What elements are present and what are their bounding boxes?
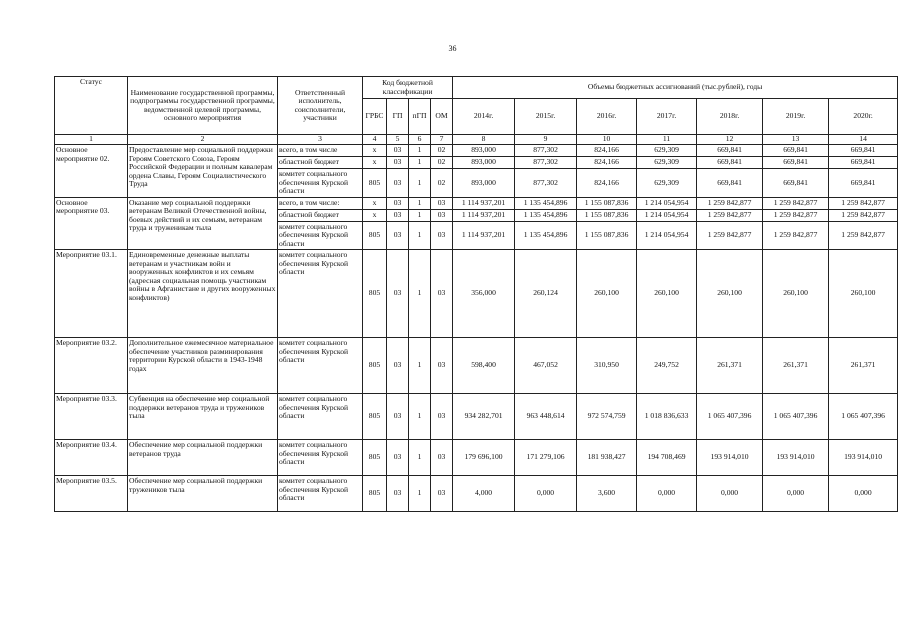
status-cell: Мероприятие 03.2. <box>55 338 128 394</box>
code-cell: 1 <box>409 157 431 169</box>
code-cell: 02 <box>431 145 453 157</box>
value-cell: 0,000 <box>829 476 898 512</box>
column-number-row <box>55 135 898 145</box>
value-cell: 824,166 <box>577 145 637 157</box>
column-number: 5 <box>387 135 409 145</box>
header-code-group: Код бюджетной классификации <box>363 77 453 99</box>
code-cell: 03 <box>387 209 409 221</box>
value-cell: 1 259 842,877 <box>763 197 829 209</box>
value-cell: 1 155 087,836 <box>577 197 637 209</box>
code-cell: х <box>363 157 387 169</box>
value-cell: 893,000 <box>453 169 515 198</box>
code-cell: 03 <box>431 440 453 476</box>
value-cell: 963 448,614 <box>515 394 577 440</box>
code-cell: 1 <box>409 394 431 440</box>
column-number: 7 <box>431 135 453 145</box>
value-cell: 260,100 <box>577 250 637 338</box>
status-cell: Мероприятие 03.3. <box>55 394 128 440</box>
code-cell: 03 <box>387 476 409 512</box>
value-cell: 1 155 087,836 <box>577 209 637 221</box>
column-number: 6 <box>409 135 431 145</box>
column-number: 14 <box>829 135 898 145</box>
code-cell: 03 <box>431 221 453 250</box>
code-cell: 805 <box>363 338 387 394</box>
name-cell: Субвенция на обеспечение мер социальной поддержки ветеранов труда и тружеников тыла <box>128 394 278 440</box>
header-year: 2017г. <box>637 99 697 135</box>
name-cell: Оказание мер социальной поддержки ветеранам Великой Отечественной войны, боевых действий и их семьям, ветеранам труда и труженикам тыла <box>128 197 278 250</box>
value-cell: 260,100 <box>697 250 763 338</box>
value-cell: 181 938,427 <box>577 440 637 476</box>
value-cell: 877,302 <box>515 157 577 169</box>
status-cell: Основное мероприятие 02. <box>55 145 128 198</box>
executor-cell: областной бюджет <box>278 157 363 169</box>
code-cell: 03 <box>387 145 409 157</box>
code-cell: 805 <box>363 221 387 250</box>
code-cell: 02 <box>431 169 453 198</box>
value-cell: 1 065 407,396 <box>697 394 763 440</box>
table-header <box>55 77 898 145</box>
value-cell: 193 914,010 <box>697 440 763 476</box>
code-cell: 805 <box>363 440 387 476</box>
name-cell: Дополнительное ежемесячное материальное обеспечение участников разминирования территории Курской области в 1943-1948 годах <box>128 338 278 394</box>
table-row <box>55 394 898 440</box>
value-cell: 669,841 <box>763 145 829 157</box>
value-cell: 877,302 <box>515 145 577 157</box>
value-cell: 1 135 454,896 <box>515 221 577 250</box>
table-row <box>55 250 898 338</box>
column-number: 8 <box>453 135 515 145</box>
value-cell: 1 135 454,896 <box>515 197 577 209</box>
code-cell: 02 <box>431 157 453 169</box>
header-volumes-group: Объемы бюджетных ассигнований (тыс.рублей), годы <box>453 77 898 99</box>
status-cell: Мероприятие 03.5. <box>55 476 128 512</box>
value-cell: 1 259 842,877 <box>829 209 898 221</box>
value-cell: 1 135 454,896 <box>515 209 577 221</box>
value-cell: 0,000 <box>515 476 577 512</box>
value-cell: 669,841 <box>829 145 898 157</box>
value-cell: 1 114 937,201 <box>453 197 515 209</box>
value-cell: 179 696,100 <box>453 440 515 476</box>
status-cell: Основное мероприятие 03. <box>55 197 128 250</box>
value-cell: 629,309 <box>637 157 697 169</box>
value-cell: 1 018 836,633 <box>637 394 697 440</box>
value-cell: 877,302 <box>515 169 577 198</box>
code-cell: 1 <box>409 476 431 512</box>
value-cell: 824,166 <box>577 157 637 169</box>
header-year: 2019г. <box>763 99 829 135</box>
executor-cell: комитет социального обеспечения Курской области <box>278 476 363 512</box>
code-cell: 03 <box>387 394 409 440</box>
value-cell: 261,371 <box>763 338 829 394</box>
executor-cell: комитет социального обеспечения Курской области <box>278 440 363 476</box>
code-cell: 1 <box>409 145 431 157</box>
value-cell: 893,000 <box>453 145 515 157</box>
column-number: 12 <box>697 135 763 145</box>
column-number: 13 <box>763 135 829 145</box>
value-cell: 193 914,010 <box>763 440 829 476</box>
code-cell: 03 <box>431 338 453 394</box>
column-number: 11 <box>637 135 697 145</box>
value-cell: 1 259 842,877 <box>697 221 763 250</box>
code-cell: 1 <box>409 221 431 250</box>
value-cell: 260,124 <box>515 250 577 338</box>
value-cell: 669,841 <box>697 157 763 169</box>
value-cell: 1 259 842,877 <box>829 197 898 209</box>
header-year: 2014г. <box>453 99 515 135</box>
value-cell: 629,309 <box>637 169 697 198</box>
code-cell: 1 <box>409 197 431 209</box>
code-cell: 1 <box>409 338 431 394</box>
header-code-om: ОМ <box>431 99 453 135</box>
value-cell: 893,000 <box>453 157 515 169</box>
name-cell: Предоставление мер социальной поддержки Героям Советского Союза, Героям Российской Федерации и полным кавалерам ордена Славы, Героям Социалистического Труда <box>128 145 278 198</box>
value-cell: 261,371 <box>697 338 763 394</box>
code-cell: 1 <box>409 209 431 221</box>
value-cell: 260,100 <box>637 250 697 338</box>
executor-cell: комитет социального обеспечения Курской области <box>278 338 363 394</box>
code-cell: 805 <box>363 250 387 338</box>
value-cell: 1 065 407,396 <box>829 394 898 440</box>
budget-table <box>54 76 898 512</box>
value-cell: 1 114 937,201 <box>453 209 515 221</box>
value-cell: 310,950 <box>577 338 637 394</box>
value-cell: 1 214 054,954 <box>637 221 697 250</box>
code-cell: 03 <box>431 197 453 209</box>
header-year: 2018г. <box>697 99 763 135</box>
header-executor: Ответственный исполнитель, соисполнители, участники <box>278 77 363 135</box>
value-cell: 260,100 <box>829 250 898 338</box>
executor-cell: всего, в том числе <box>278 145 363 157</box>
value-cell: 669,841 <box>763 157 829 169</box>
status-cell: Мероприятие 03.1. <box>55 250 128 338</box>
value-cell: 249,752 <box>637 338 697 394</box>
header-name: Наименование государственной программы, подпрограммы государственной программы, ведомственной целевой программы, основного мероприятия <box>128 77 278 135</box>
header-status: Статус <box>55 77 128 135</box>
executor-cell: комитет социального обеспечения Курской области <box>278 169 363 198</box>
value-cell: 669,841 <box>763 169 829 198</box>
name-cell: Единовременные денежные выплаты ветеранам и участникам войн и вооруженных конфликтов и их семьям (адресная социальная помощь участникам войны в Афганистане и других вооруженных конфликтов) <box>128 250 278 338</box>
header-code-gp: ГП <box>387 99 409 135</box>
value-cell: 1 259 842,877 <box>697 209 763 221</box>
table-row <box>55 338 898 394</box>
value-cell: 669,841 <box>829 169 898 198</box>
value-cell: 1 155 087,836 <box>577 221 637 250</box>
column-number: 4 <box>363 135 387 145</box>
status-cell: Мероприятие 03.4. <box>55 440 128 476</box>
code-cell: 03 <box>431 209 453 221</box>
column-number: 10 <box>577 135 637 145</box>
table-body <box>55 145 898 512</box>
value-cell: 972 574,759 <box>577 394 637 440</box>
value-cell: 824,166 <box>577 169 637 198</box>
code-cell: х <box>363 197 387 209</box>
code-cell: 03 <box>387 338 409 394</box>
code-cell: 805 <box>363 476 387 512</box>
code-cell: х <box>363 145 387 157</box>
value-cell: 1 214 054,954 <box>637 197 697 209</box>
header-year: 2015г. <box>515 99 577 135</box>
table-row <box>55 197 898 209</box>
executor-cell: комитет социального обеспечения Курской области <box>278 250 363 338</box>
value-cell: 1 259 842,877 <box>763 221 829 250</box>
code-cell: 03 <box>387 221 409 250</box>
value-cell: 260,100 <box>763 250 829 338</box>
executor-cell: всего, в том числе: <box>278 197 363 209</box>
page-number: 36 <box>448 44 457 53</box>
value-cell: 1 065 407,396 <box>763 394 829 440</box>
header-year: 2016г. <box>577 99 637 135</box>
header-year: 2020г. <box>829 99 898 135</box>
value-cell: 598,400 <box>453 338 515 394</box>
value-cell: 1 259 842,877 <box>697 197 763 209</box>
table-row <box>55 440 898 476</box>
executor-cell: комитет социального обеспечения Курской области <box>278 394 363 440</box>
code-cell: 1 <box>409 250 431 338</box>
value-cell: 1 259 842,877 <box>829 221 898 250</box>
value-cell: 934 282,701 <box>453 394 515 440</box>
value-cell: 1 114 937,201 <box>453 221 515 250</box>
value-cell: 4,000 <box>453 476 515 512</box>
value-cell: 261,371 <box>829 338 898 394</box>
value-cell: 1 214 054,954 <box>637 209 697 221</box>
code-cell: 03 <box>431 394 453 440</box>
code-cell: 03 <box>387 250 409 338</box>
value-cell: 669,841 <box>697 169 763 198</box>
value-cell: 669,841 <box>829 157 898 169</box>
column-number: 2 <box>128 135 278 145</box>
value-cell: 669,841 <box>697 145 763 157</box>
code-cell: 1 <box>409 440 431 476</box>
code-cell: 03 <box>387 157 409 169</box>
value-cell: 0,000 <box>637 476 697 512</box>
code-cell: 805 <box>363 169 387 198</box>
code-cell: 1 <box>409 169 431 198</box>
executor-cell: комитет социального обеспечения Курской области <box>278 221 363 250</box>
header-code-grbs: ГРБС <box>363 99 387 135</box>
header-code-pgp: пГП <box>409 99 431 135</box>
value-cell: 3,600 <box>577 476 637 512</box>
value-cell: 356,000 <box>453 250 515 338</box>
code-cell: 03 <box>431 476 453 512</box>
code-cell: 03 <box>431 250 453 338</box>
value-cell: 0,000 <box>697 476 763 512</box>
value-cell: 194 708,469 <box>637 440 697 476</box>
table-row <box>55 476 898 512</box>
value-cell: 0,000 <box>763 476 829 512</box>
code-cell: 805 <box>363 394 387 440</box>
table-row <box>55 145 898 157</box>
code-cell: 03 <box>387 197 409 209</box>
value-cell: 629,309 <box>637 145 697 157</box>
code-cell: х <box>363 209 387 221</box>
column-number: 9 <box>515 135 577 145</box>
code-cell: 03 <box>387 440 409 476</box>
column-number: 1 <box>55 135 128 145</box>
value-cell: 193 914,010 <box>829 440 898 476</box>
column-number: 3 <box>278 135 363 145</box>
value-cell: 1 259 842,877 <box>763 209 829 221</box>
code-cell: 03 <box>387 169 409 198</box>
name-cell: Обеспечение мер социальной поддержки ветеранов труда <box>128 440 278 476</box>
value-cell: 171 279,106 <box>515 440 577 476</box>
name-cell: Обеспечение мер социальной поддержки тружеников тыла <box>128 476 278 512</box>
value-cell: 467,052 <box>515 338 577 394</box>
executor-cell: областной бюджет <box>278 209 363 221</box>
